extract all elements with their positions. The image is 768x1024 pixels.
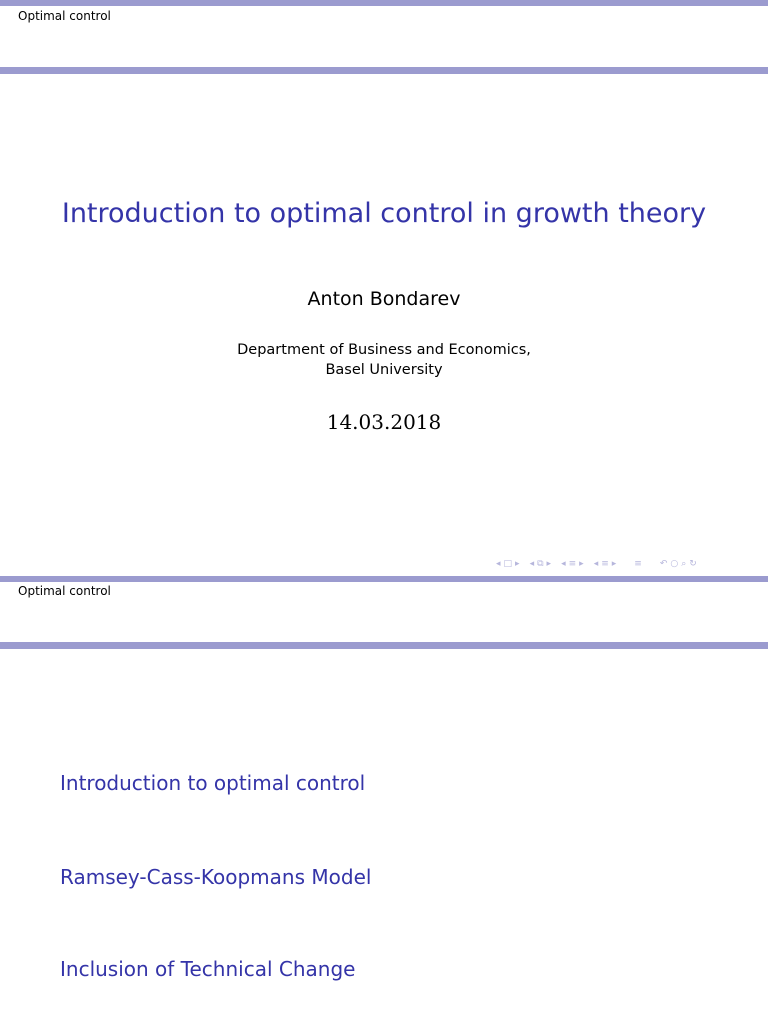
slide2-header-label: Optimal control <box>18 584 111 598</box>
presentation-date: 14.03.2018 <box>326 410 442 434</box>
slide2-header-bar <box>0 642 768 649</box>
nav-frame-next-icon[interactable]: ▸ <box>515 559 520 569</box>
nav-frame-prev-icon[interactable]: ◂ <box>496 559 501 569</box>
slide1-top-bar <box>0 0 768 6</box>
slide2-top-bar <box>0 576 768 582</box>
nav-section-next-icon[interactable]: ▸ <box>579 559 584 569</box>
institute-line-1: Department of Business and Economics, <box>237 342 531 358</box>
nav-subsection-prev-icon[interactable]: ◂ <box>529 559 535 569</box>
nav-menu-icon[interactable]: ≡ <box>634 559 642 569</box>
nav-zoom-icon[interactable]: ⌕ <box>681 559 687 569</box>
nav-subsubsection-next-icon[interactable]: ▸ <box>611 559 617 569</box>
nav-frame-icon[interactable]: □ <box>503 559 513 569</box>
toc-item-technical-change[interactable]: Inclusion of Technical Change <box>60 957 356 981</box>
nav-refresh-icon[interactable]: ↻ <box>689 559 697 569</box>
slide-title: Introduction to optimal control in growth theory <box>61 198 707 229</box>
nav-subsubsection-prev-icon[interactable]: ◂ <box>593 559 599 569</box>
nav-subsection-icon[interactable]: ⧉ <box>537 559 544 569</box>
toc-item-introduction[interactable]: Introduction to optimal control <box>60 771 366 795</box>
toc-item-ramsey-cass-koopmans[interactable]: Ramsey-Cass-Koopmans Model <box>60 865 372 889</box>
nav-subsubsection-icon[interactable]: ≡ <box>601 559 609 569</box>
nav-back-icon[interactable]: ↶ <box>659 559 668 569</box>
author-name: Anton Bondarev <box>307 288 461 310</box>
nav-subsection-next-icon[interactable]: ▸ <box>546 559 552 569</box>
navigation-bar <box>496 557 700 571</box>
slide1-header-bar <box>0 67 768 74</box>
nav-section-icon[interactable]: ≡ <box>568 559 577 569</box>
nav-section-prev-icon[interactable]: ◂ <box>561 559 566 569</box>
nav-search-icon[interactable]: ○ <box>670 559 679 569</box>
slide1-header-label: Optimal control <box>18 9 111 23</box>
institute-line-2: Basel University <box>325 362 443 378</box>
